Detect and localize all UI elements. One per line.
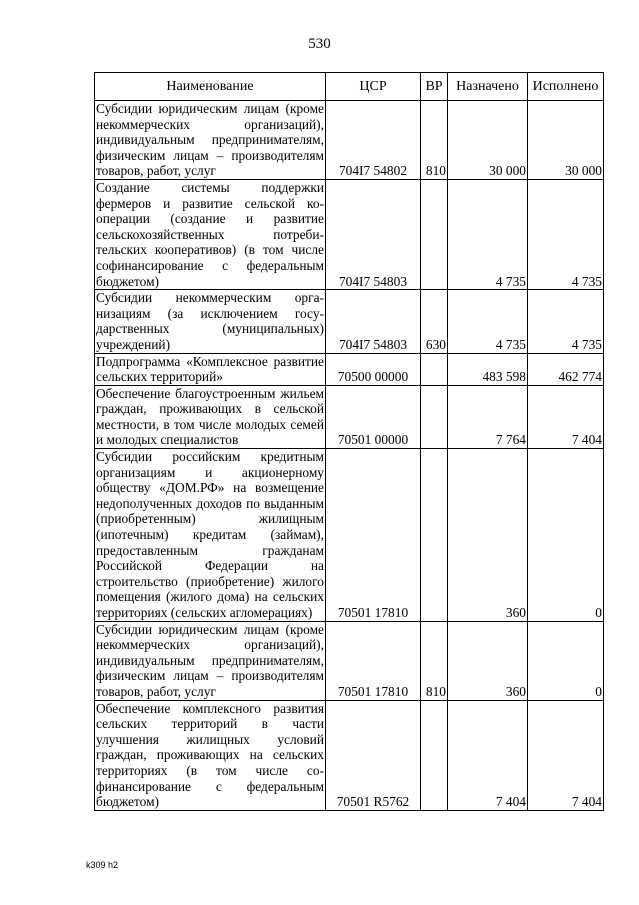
budget-table [94,72,604,811]
row-executed: 4 735 [528,290,604,353]
row-vr: 810 [421,621,448,700]
row-assigned: 360 [448,621,528,700]
row-name: Субсидии юридическим лицам (кроме некоммерческих организаций), индивидуальным предпринимателям, физическим лицам – производителям товаров, работ, услуг [96,101,324,179]
row-name: Создание системы поддержки фермеров и развитие сельской кооперации (создание и развитие сельскохозяйственных потребительских кооперативов) (в том числе софинансирование с федеральным бюджетом) [96,179,324,289]
row-name: Обеспечение комплексного развития сельских территорий в части улучшения жилищных условий граждан, проживающих на сельских территориях (в том числе софинансирование с федеральным бюджетом) [96,700,324,810]
row-csr: 704I7 54803 [326,290,421,353]
table-row [95,621,604,700]
row-executed: 4 735 [528,179,604,289]
row-vr: 810 [421,101,448,180]
row-csr: 70501 17810 [326,621,421,700]
row-csr: 70500 00000 [326,353,421,385]
page-number: 530 [308,36,331,52]
table-row [95,700,604,810]
row-assigned: 4 735 [448,179,528,289]
row-vr: 630 [421,290,448,353]
row-vr [421,449,448,622]
row-assigned: 360 [448,449,528,622]
row-name: Субсидии некоммерческим организациям (за исключением государственных (муниципальных) учреждений) [96,290,324,352]
table-header-row [95,73,604,101]
header-vr: ВР [421,73,448,101]
row-assigned: 4 735 [448,290,528,353]
row-assigned: 7 404 [448,700,528,810]
row-csr: 704I7 54803 [326,179,421,289]
row-name: Субсидии российским кредитным организациям и акционерному обществу «ДОМ.РФ» на возмещение недополученных доходов по выданным (приобретенным) жилищным (ипотечным) кредитам (займам), предоставленным гражданам Российской Федерации на строительство (приобретение) жилого помещения (жилого дома) на сельских территориях (сельских агломерациях) [96,449,324,620]
header-executed: Исполнено [528,73,604,101]
row-executed: 7 404 [528,700,604,810]
row-csr: 70501 R5762 [326,700,421,810]
row-assigned: 30 000 [448,101,528,180]
footer-code: k309 h2 [86,860,119,870]
row-vr [421,700,448,810]
header-name: Наименование [95,73,326,101]
row-executed: 7 404 [528,385,604,448]
row-vr [421,179,448,289]
row-assigned: 483 598 [448,353,528,385]
row-vr [421,353,448,385]
table-row [95,101,604,180]
row-csr: 70501 17810 [326,449,421,622]
table-row [95,290,604,353]
table-row [95,179,604,289]
header-assigned: Назначено [448,73,528,101]
row-executed: 0 [528,449,604,622]
row-vr [421,385,448,448]
row-executed: 462 774 [528,353,604,385]
row-executed: 0 [528,621,604,700]
table-row [95,353,604,385]
row-assigned: 7 764 [448,385,528,448]
row-name: Обеспечение благоустроенным жильем граждан, проживающих в сельской местности, в том числе молодых семей и молодых специалистов [96,385,324,448]
header-csr: ЦСР [326,73,421,101]
table-row [95,449,604,622]
row-csr: 70501 00000 [326,385,421,448]
row-name: Субсидии юридическим лицам (кроме некоммерческих организаций), индивидуальным предпринимателям, физическим лицам – производителям товаров, работ, услуг [96,621,324,699]
row-csr: 704I7 54802 [326,101,421,180]
row-name: Подпрограмма «Комплексное развитие сельских территорий» [96,353,324,385]
row-executed: 30 000 [528,101,604,180]
table-row [95,385,604,448]
